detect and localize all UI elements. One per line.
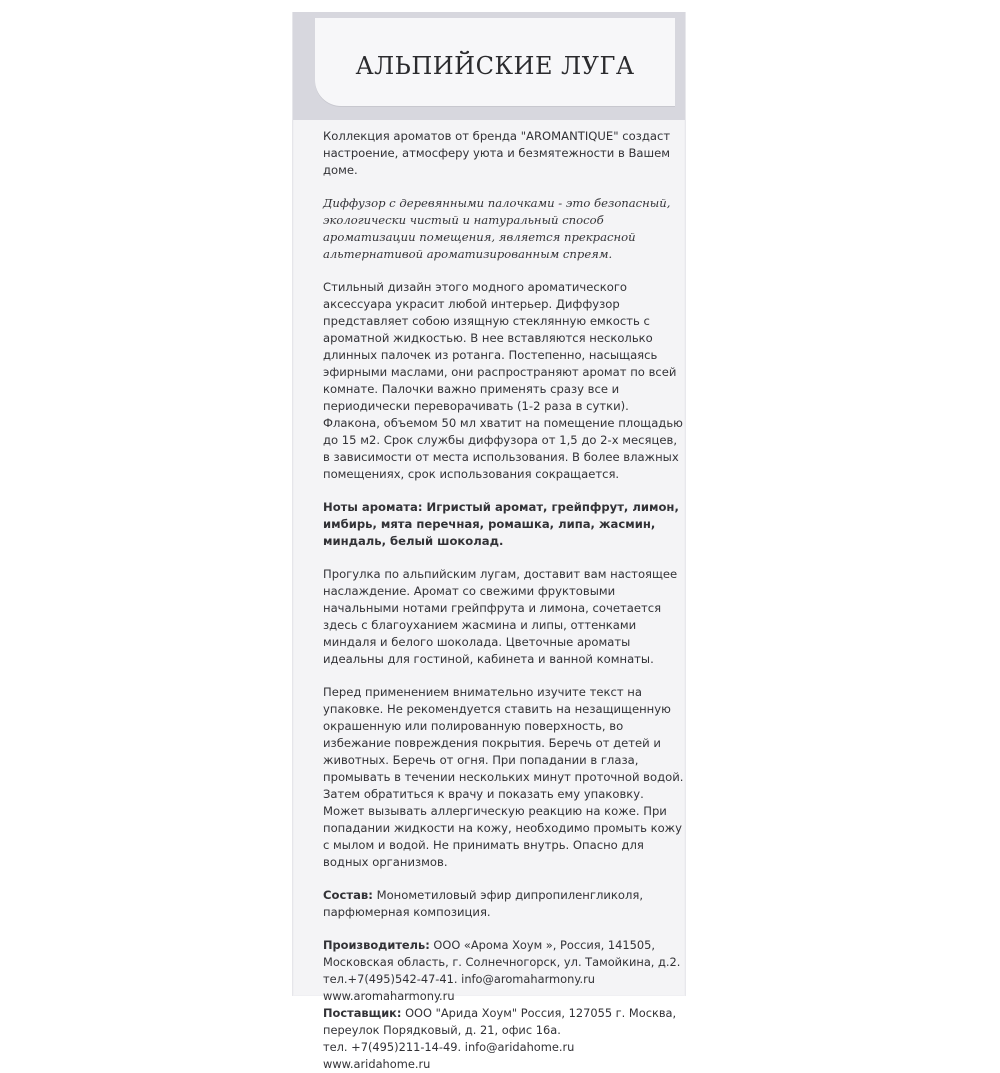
- supplier-address: переулок Порядковый, д. 21, офис 16а.: [323, 1023, 561, 1037]
- composition-paragraph: [323, 887, 685, 921]
- manufacturer-line-1: [323, 937, 685, 954]
- diffuser-paragraph: Диффузор с деревянными палочками - это безопасный, экологически чистый и натуральный способ ароматизации помещения, является прекрасной альтернативой ароматизированным спреям.: [323, 196, 671, 261]
- label-text: [323, 128, 685, 1073]
- notes-text: Игристый аромат, грейпфрут, лимон, имбирь, мята перечная, ромашка, липа, жасмин, миндаль, белый шоколад.: [323, 500, 679, 548]
- supplier-website: www.aridahome.ru: [323, 1057, 431, 1071]
- manufacturer-website: www.aromaharmony.ru: [323, 989, 455, 1003]
- supplier-name: ООО "Арида Хоум" Россия, 127055 г. Москва,: [405, 1006, 677, 1020]
- supplier-contacts: тел. +7(495)211-14-49. info@aridahome.ru: [323, 1040, 575, 1054]
- intro-paragraph: Коллекция ароматов от бренда "AROMANTIQUE" создаст настроение, атмосферу уюта и безмятежности в Вашем доме.: [323, 129, 671, 177]
- walk-paragraph: Прогулка по альпийским лугам, доставит вам настоящее наслаждение. Аромат со свежими фруктовыми начальными нотами грейпфрута и лимона, сочетается здесь с благоуханием жасмина и липы, оттенками миндаля и белого шоколада. Цветочные ароматы идеальны для гостиной, кабинета и ванной комнаты.: [323, 567, 678, 666]
- supplier-line-1: [323, 1005, 685, 1022]
- warning-paragraph: Перед применением внимательно изучите текст на упаковке. Не рекомендуется ставить на незащищенную окрашенную или полированную поверхность, во избежание повреждения покрытия. Беречь от детей и животных. Беречь от огня. При попадании в глаза, промывать в течении нескольких минут проточной водой. Затем обратиться к врачу и показать ему упаковку. Может вызывать аллергическую реакцию на коже. При попадании жидкости на кожу, необходимо промыть кожу с мылом и водой. Не принимать внутрь. Опасно для водных организмов.: [323, 685, 684, 869]
- manufacturer-name: ООО «Арома Хоум », Россия, 141505,: [433, 938, 655, 952]
- manufacturer-label: Производитель:: [323, 938, 430, 952]
- product-title: АЛЬПИЙСКИЕ ЛУГА: [355, 52, 635, 80]
- product-label-card: [292, 12, 686, 1071]
- title-box: [315, 18, 675, 106]
- supplier-label: Поставщик:: [323, 1006, 402, 1020]
- manufacturer-address: Московская область, г. Солнечногорск, ул. Тамойкина, д.2.: [323, 955, 681, 969]
- notes-label: Ноты аромата:: [323, 500, 423, 514]
- notes-paragraph: [323, 499, 685, 550]
- composition-text: Монометиловый эфир дипропиленгликоля, парфюмерная композиция.: [323, 888, 644, 919]
- contacts-block: [323, 937, 685, 1073]
- title-band: [293, 12, 685, 120]
- description-paragraph: Стильный дизайн этого модного ароматического аксессуара украсит любой интерьер. Диффузор представляет собою изящную стеклянную емкость с ароматной жидкостью. В нее вставляются несколько длинных палочек из ротанга. Постепенно, насыщаясь эфирными маслами, они распространяют аромат по всей комнате. Палочки важно применять сразу все и периодически переворачивать (1-2 раза в сутки). Флакона, объемом 50 мл хватит на помещение площадью до 15 м2. Срок службы диффузора от 1,5 до 2-х месяцев, в зависимости от места использования. В более влажных помещениях, срок использования сокращается.: [323, 280, 683, 481]
- manufacturer-contacts: тел.+7(495)542-47-41. info@aromaharmony.ru: [323, 972, 595, 986]
- composition-label: Состав:: [323, 888, 373, 902]
